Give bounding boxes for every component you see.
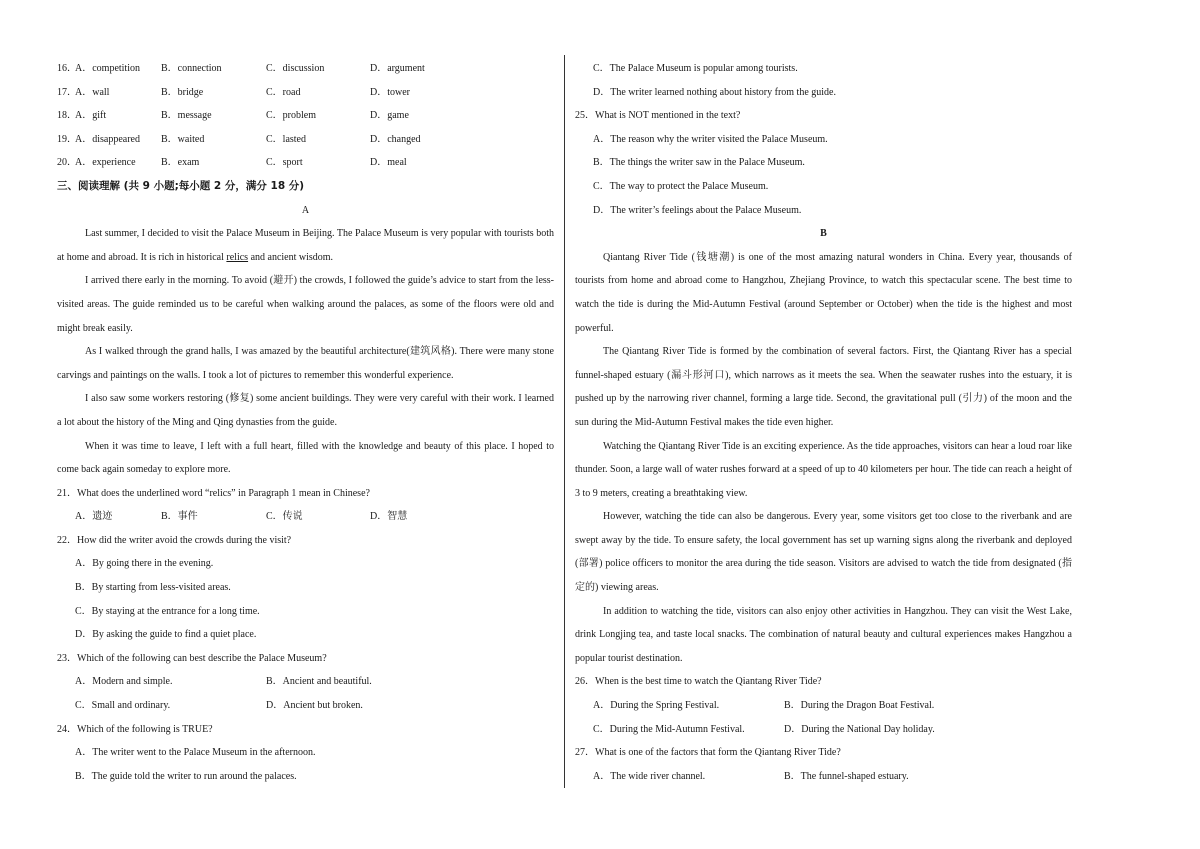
cloze-row-18: 18． A．gift B．message C．problem D．game <box>57 104 554 128</box>
option-d[interactable]: D．changed <box>370 133 421 145</box>
option-c[interactable]: C．The Palace Museum is popular among tourists. <box>593 63 798 74</box>
option-d[interactable]: D．The writer’s feelings about the Palace Museum. <box>593 204 802 216</box>
option-a[interactable]: A．disappeared <box>75 133 140 145</box>
question-21: 21．What does the underlined word “relics” in Paragraph 1 mean in Chinese? <box>57 487 370 499</box>
option-d[interactable]: D．Ancient but broken. <box>266 700 363 712</box>
passage-b-paragraph-2: The Qiantang River Tide is formed by the combination of several factors. First, the Qiantang River has a special funnel-shaped estuary (漏斗形河口), which narrows as it meets the sea. When the seawater rushes into the estuary, it is pushed up by the narrowing river channel, forming a large tide. Second, the gravitational pull (引力) of the moon and the sun during the Mid-Autumn Festival makes the tide even higher. <box>575 346 1072 428</box>
option-a[interactable]: A．competition <box>75 63 140 74</box>
option-a[interactable]: A．The reason why the writer visited the Palace Museum. <box>593 133 828 145</box>
option-b[interactable]: B．The funnel-shaped estuary. <box>784 770 909 782</box>
passage-b-paragraph-1: Qiantang River Tide (钱塘潮) is one of the most amazing natural wonders in China. Every year, thousands of tourists from home and abroad come to Hangzhou, Zhejiang Province, to watch this spectacular scene. The best time to watch the tide is during the Mid-Autumn Festival (around September or October) when the tide is the highest and most powerful. <box>575 251 1072 334</box>
option-a[interactable]: A．During the Spring Festival. <box>593 700 720 712</box>
option-b[interactable]: B．Ancient and beautiful. <box>266 676 372 688</box>
question-24: 24．Which of the following is TRUE? <box>57 723 213 735</box>
option-b[interactable]: B．exam <box>161 157 200 169</box>
option-c[interactable]: C．By staying at the entrance for a long time. <box>75 605 260 617</box>
option-c[interactable]: C．Small and ordinary. <box>75 700 171 712</box>
passage-b-paragraph-5: In addition to watching the tide, visitors can also enjoy other activities in Hangzhou. They can visit the West Lake, drink Longjing tea, and taste local snacks. The combination of natural beauty and cultural experiences makes Hangzhou a popular tourist destination. <box>575 605 1072 664</box>
option-b[interactable]: B．bridge <box>161 86 204 98</box>
option-c[interactable]: C．lasted <box>266 133 306 145</box>
option-d[interactable]: D．By asking the guide to find a quiet place. <box>75 629 257 641</box>
passage-b-paragraph-3: Watching the Qiantang River Tide is an exciting experience. As the tide approaches, visitors can hear a loud roar like thunder. Soon, a large wall of water rushes forward at a speed of up to 40 kilometers per hour. The tide can reach a height of 3 to 9 meters, creating a breathtaking view. <box>575 440 1072 499</box>
question-22: 22．How did the writer avoid the crowds during the visit? <box>57 534 292 546</box>
cloze-row-17: 17． A．wall B．bridge C．road D．tower <box>57 81 554 105</box>
question-27: 27．What is one of the factors that form the Qiantang River Tide? <box>575 747 841 759</box>
option-d[interactable]: D．argument <box>370 63 425 74</box>
option-c[interactable]: C．discussion <box>266 63 325 74</box>
option-c[interactable]: C．During the Mid-Autumn Festival. <box>593 723 745 735</box>
option-b[interactable]: B．事件 <box>161 511 198 523</box>
passage-a-paragraph-3: As I walked through the grand halls, I was amazed by the beautiful architecture(建筑风格). There were many stone carvings and paintings on the walls. I took a lot of pictures to remember this wonderful experience. <box>57 346 554 381</box>
cloze-row-16: 16． A．competition B．connection C．discussion D．argument <box>57 57 554 81</box>
question-23-options-row-1 <box>57 670 554 694</box>
question-26-options-row-1 <box>575 694 1072 718</box>
option-c[interactable]: C．sport <box>266 157 303 169</box>
left-column <box>57 57 554 788</box>
option-a[interactable]: A．experience <box>75 157 136 169</box>
question-21-options <box>57 505 554 529</box>
question-25: 25．What is NOT mentioned in the text? <box>575 110 741 122</box>
passage-a-paragraph-1: Last summer, I decided to visit the Palace Museum in Beijing. The Palace Museum is very popular with tourists both at home and abroad. It is rich in historical relics and ancient wisdom. <box>57 228 554 263</box>
option-b[interactable]: B．connection <box>161 63 222 74</box>
question-26: 26．When is the best time to watch the Qiantang River Tide? <box>575 676 822 688</box>
option-b[interactable]: B．message <box>161 110 212 122</box>
option-b[interactable]: B．The things the writer saw in the Palace Museum. <box>593 157 805 169</box>
option-a[interactable]: A．The wide river channel. <box>593 770 706 782</box>
option-d[interactable]: D．During the National Day holiday. <box>784 723 935 735</box>
passage-b-label: B <box>820 228 827 240</box>
question-27-options-row-1 <box>575 765 1072 789</box>
option-d[interactable]: D．tower <box>370 86 410 98</box>
underlined-word-relics: relics <box>226 251 249 263</box>
cloze-row-19: 19． A．disappeared B．waited C．lasted D．changed <box>57 128 554 152</box>
option-a[interactable]: A．Modern and simple. <box>75 676 173 688</box>
passage-a-label: A <box>301 204 310 216</box>
column-divider <box>564 55 565 788</box>
option-d[interactable]: D．meal <box>370 157 407 169</box>
passage-a-paragraph-2: I arrived there early in the morning. To avoid (避开) the crowds, I followed the guide’s advice to start from the less-visited areas. The guide reminded us to be careful when walking around the palaces, as some of the floors were old and might break easily. <box>57 275 554 334</box>
option-d[interactable]: D．智慧 <box>370 511 408 523</box>
option-c[interactable]: C．problem <box>266 110 316 122</box>
option-d[interactable]: D．game <box>370 110 409 122</box>
question-23: 23．Which of the following can best describe the Palace Museum? <box>57 652 327 664</box>
option-b[interactable]: B．waited <box>161 133 205 145</box>
cloze-options <box>57 57 554 175</box>
option-d[interactable]: D．The writer learned nothing about history from the guide. <box>593 86 836 98</box>
passage-b-paragraph-4: However, watching the tide can also be dangerous. Every year, some visitors get too close to the riverbank and are swept away by the tide. To ensure safety, the local government has set up warning signs along the riverbank and deployed (部署) police officers to monitor the area during the tide season. Visitors are advised to watch the tide from designated (指定的) viewing areas. <box>575 511 1072 594</box>
option-b[interactable]: B．The guide told the writer to run around the palaces. <box>75 770 297 782</box>
option-c[interactable]: C．The way to protect the Palace Museum. <box>593 180 769 192</box>
option-a[interactable]: A．The writer went to the Palace Museum in the afternoon. <box>75 747 316 759</box>
option-b[interactable]: B．By starting from less-visited areas. <box>75 582 231 594</box>
passage-a-paragraph-4: I also saw some workers restoring (修复) some ancient buildings. They were very careful with their work. I learned a lot about the history of the Ming and Qing dynasties from the guide. <box>57 393 554 428</box>
option-a[interactable]: A．gift <box>75 110 107 122</box>
option-c[interactable]: C．传说 <box>266 511 303 523</box>
right-column <box>575 57 1072 788</box>
question-26-options-row-2 <box>575 718 1072 742</box>
option-c[interactable]: C．road <box>266 86 301 98</box>
option-b[interactable]: B．During the Dragon Boat Festival. <box>784 700 935 712</box>
option-a[interactable]: A．遗迹 <box>75 511 113 523</box>
section-title: 三、阅读理解 (共 9 小题;每小题 2 分，满分 18 分) <box>57 179 305 192</box>
option-a[interactable]: A．By going there in the evening. <box>75 558 214 570</box>
option-a[interactable]: A．wall <box>75 86 110 98</box>
question-23-options-row-2 <box>57 694 554 718</box>
cloze-row-20: 20． A．experience B．exam C．sport D．meal <box>57 151 554 175</box>
passage-a-paragraph-5: When it was time to leave, I left with a full heart, filled with the knowledge and beauty of this place. I hoped to come back again someday to explore more. <box>57 440 554 476</box>
